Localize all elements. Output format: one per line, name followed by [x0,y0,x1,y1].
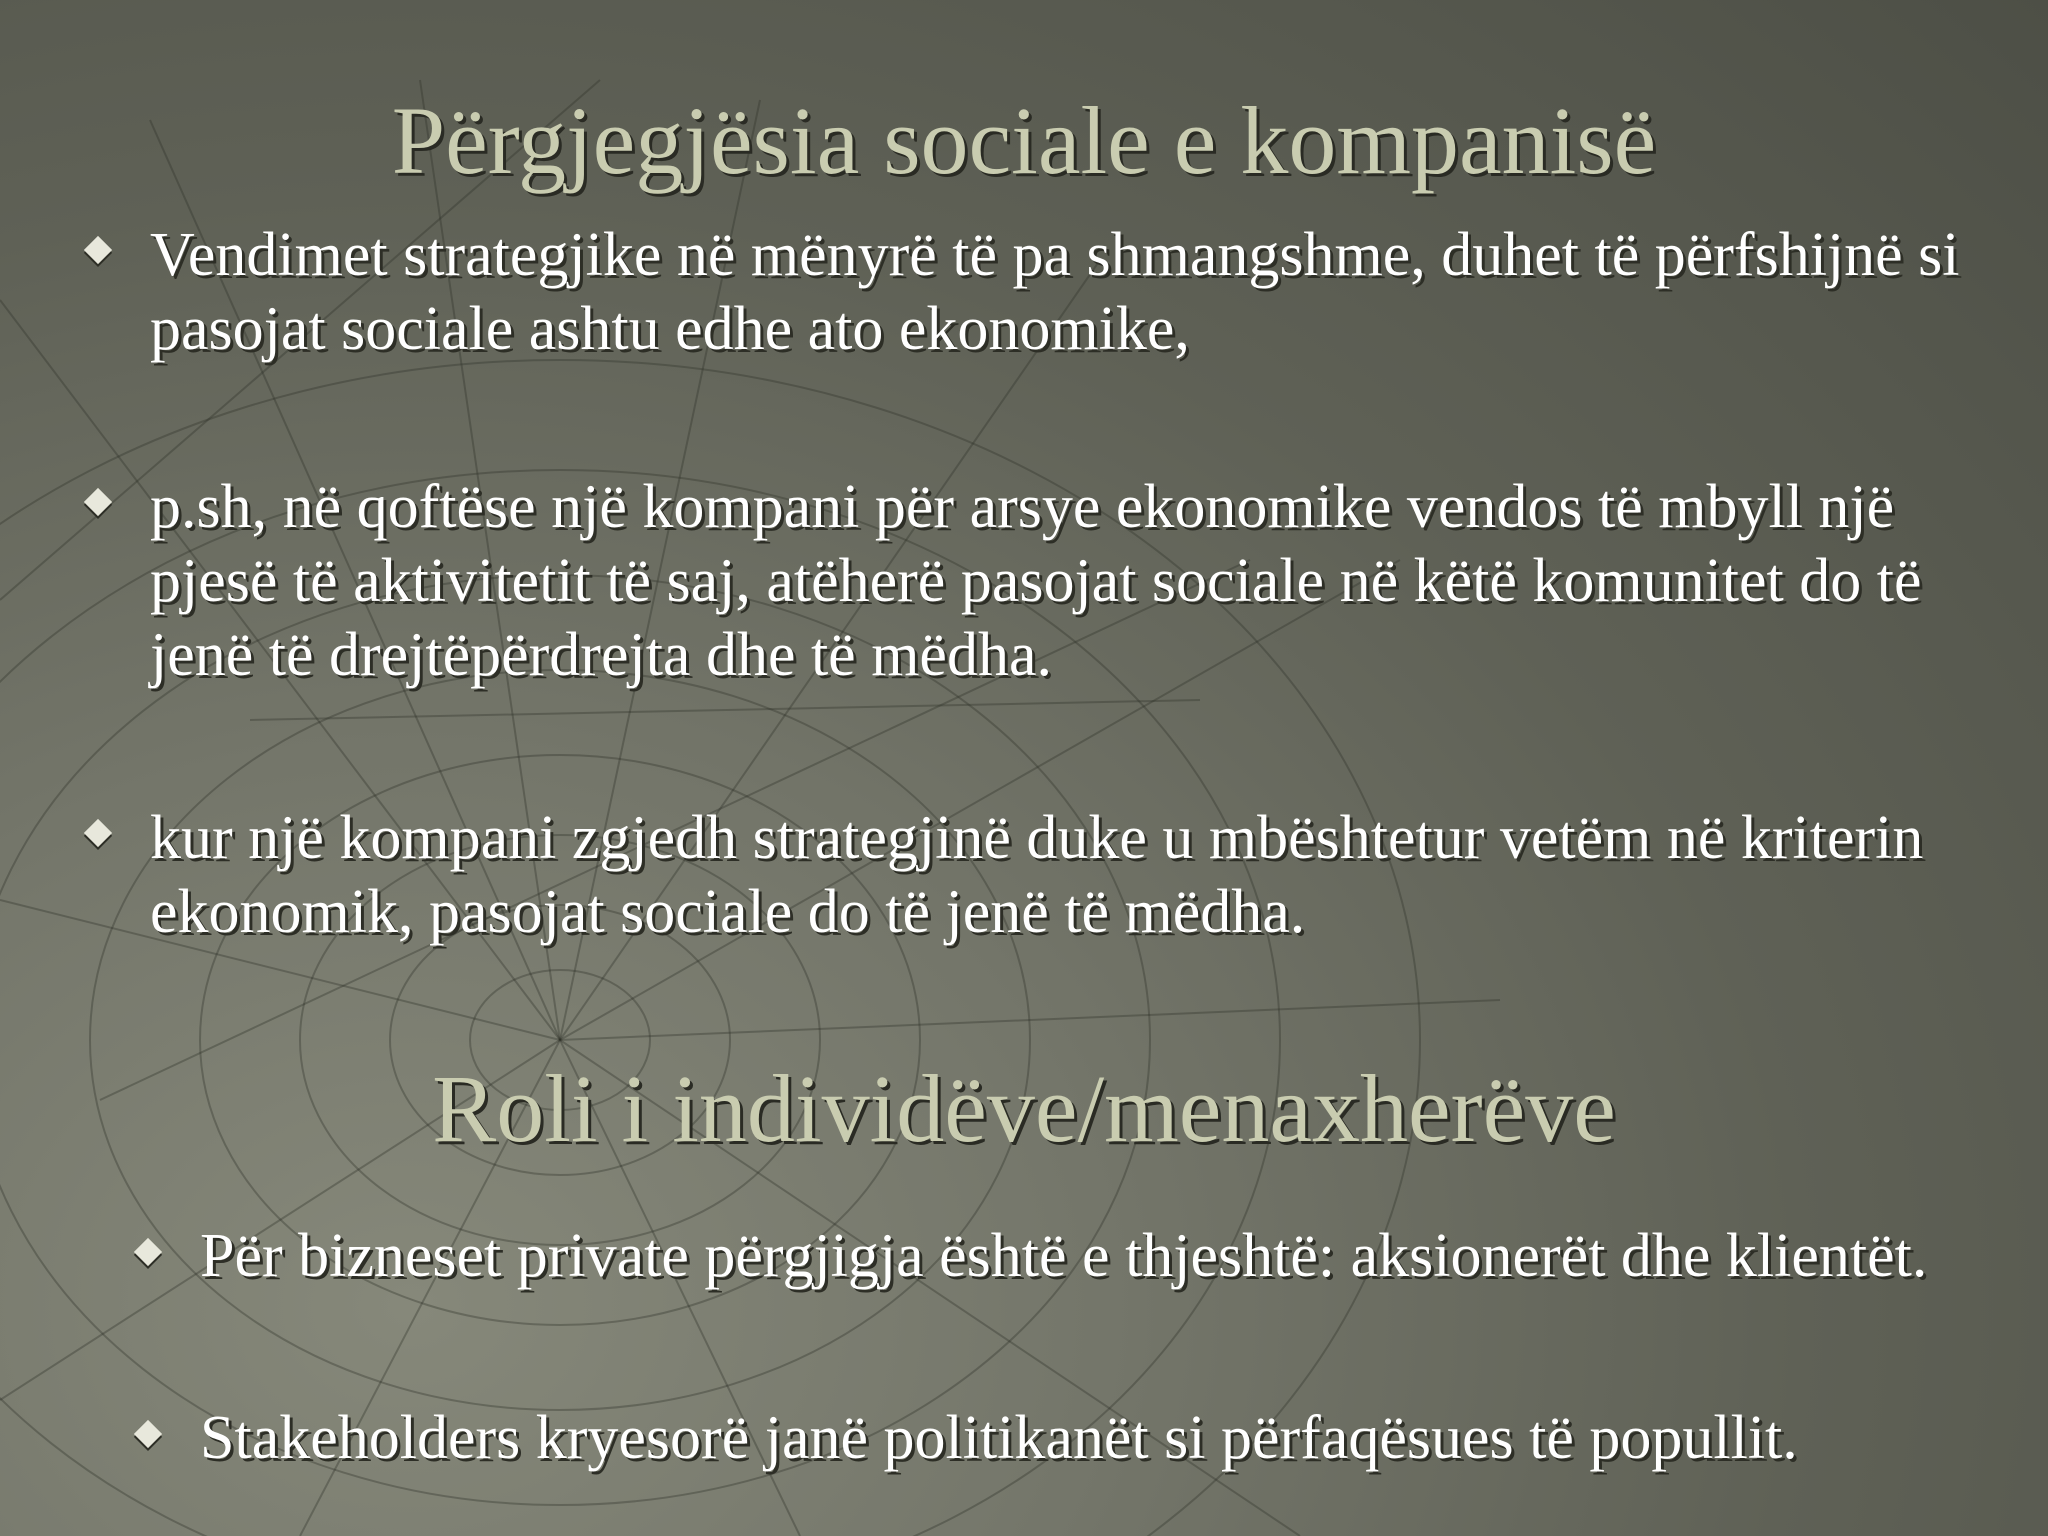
sub-bullet-text: Për bizneset private përgjigja është e thjeshtë: aksionerët dhe klientët. [200,1222,1928,1290]
sub-bullet-item [200,1216,1940,1296]
bullet-item [150,470,2030,692]
bullet-text: Vendimet strategjike në mënyrë të pa shmangshme, duhet të përfshijnë si pasojat sociale ashtu edhe ato ekonomike, [150,221,1960,363]
bullet-item [150,801,2010,949]
diamond-bullet-icon [84,236,112,264]
slide-title: Përgjegjësia sociale e kompanisë [391,87,1657,194]
sub-bullet-text: Stakeholders kryesorë janë politikanët si përfaqësues të popullit. [200,1404,1798,1472]
section-subtitle: Roli i individëve/menaxherëve [432,1055,1616,1162]
bullet-text: p.sh, në qoftëse një kompani për arsye ekonomike vendos të mbyll një pjesë të aktivitetit të saj, atëherë pasojat sociale në këtë komunitet do të jenë të drejtëpërdrejta dhe të mëdha. [150,473,1922,689]
diamond-bullet-icon [134,1420,162,1448]
diamond-bullet-icon [84,488,112,516]
sub-bullet-item [200,1398,1940,1478]
diamond-bullet-icon [84,819,112,847]
diamond-bullet-icon [134,1238,162,1266]
bullet-item [150,218,2010,366]
bullet-text: kur një kompani zgjedh strategjinë duke u mbështetur vetëm në kriterin ekonomik, pasojat sociale do të jenë të mëdha. [150,804,1924,946]
